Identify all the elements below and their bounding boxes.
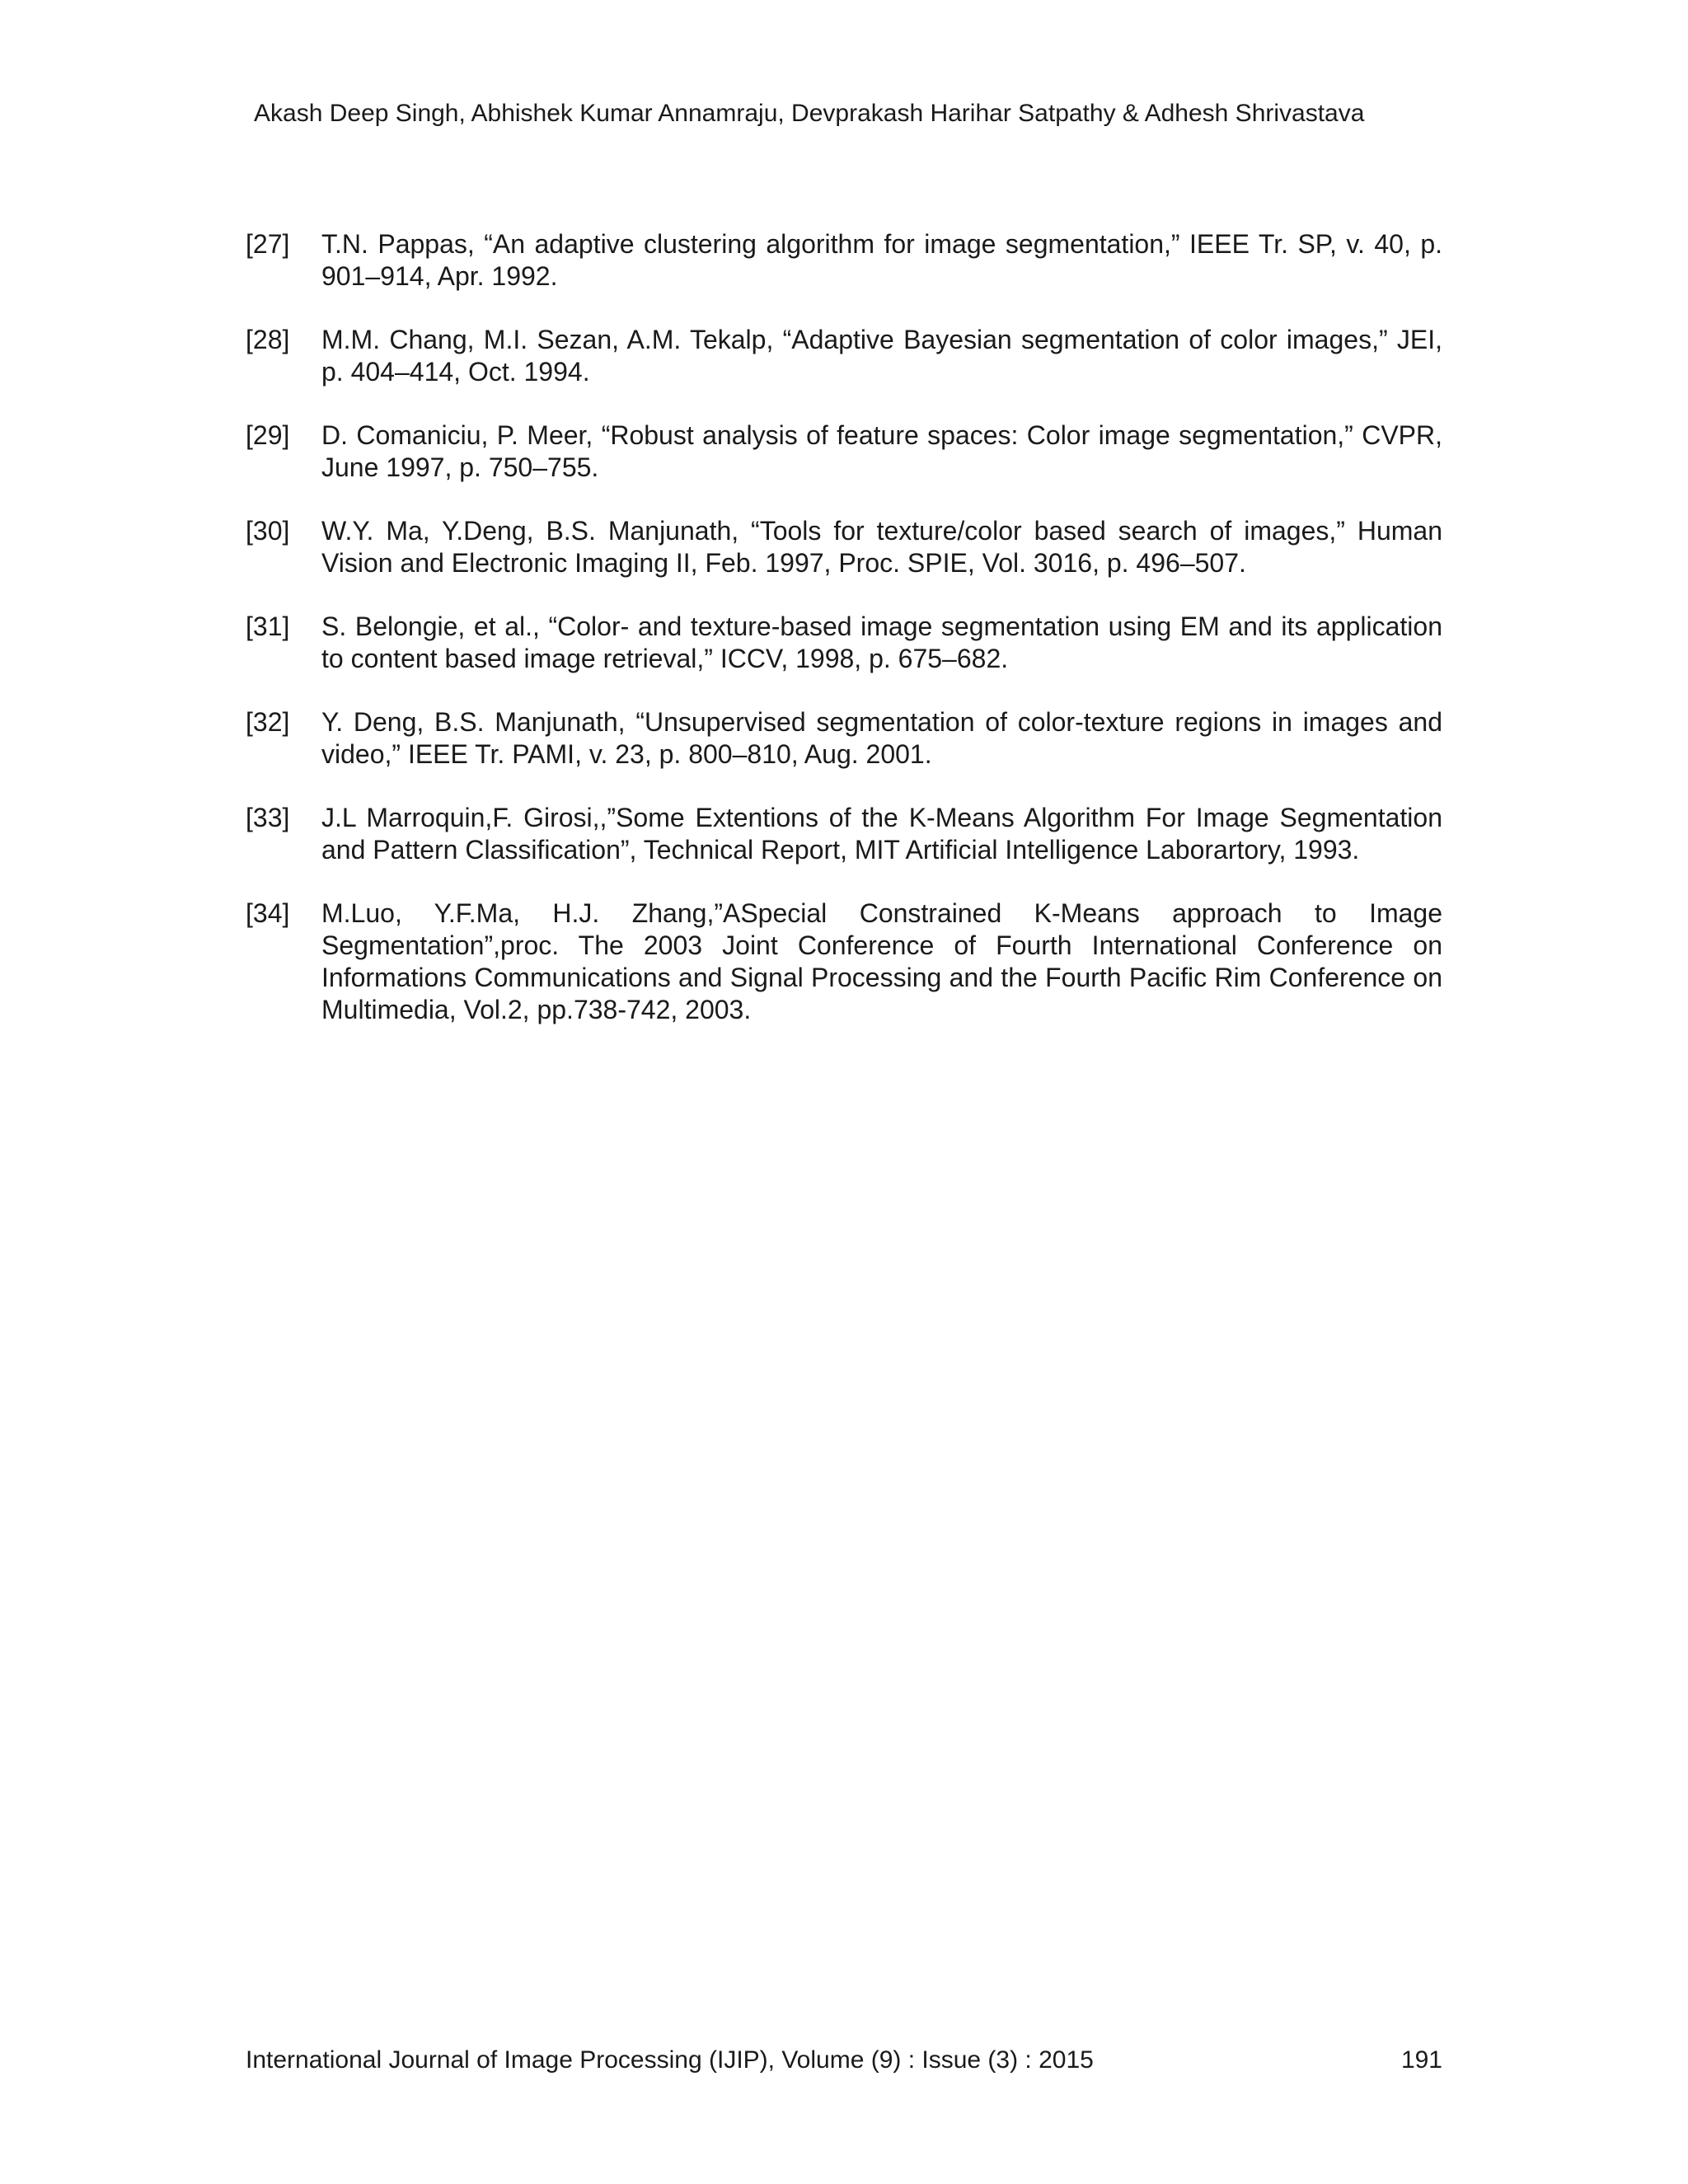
reference-list [246, 228, 1442, 1057]
reference-number: [27] [246, 229, 290, 259]
reference-text: M.M. Chang, M.I. Sezan, A.M. Tekalp, “Adaptive Bayesian segmentation of color images,” JEI, p. 404–414, Oct. 1994. [321, 325, 1442, 387]
reference-text: Y. Deng, B.S. Manjunath, “Unsupervised segmentation of color-texture regions in images and video,” IEEE Tr. PAMI, v. 23, p. 800–810, Aug. 2001. [321, 707, 1442, 769]
reference-number: [31] [246, 612, 290, 641]
reference-text: D. Comaniciu, P. Meer, “Robust analysis of feature spaces: Color image segmentation,” CVPR, June 1997, p. 750–755. [321, 420, 1442, 482]
footer-journal-info: International Journal of Image Processing (IJIP), Volume (9) : Issue (3) : 2015 [246, 2046, 1094, 2074]
reference-text: S. Belongie, et al., “Color- and texture-based image segmentation using EM and its application to content based image retrieval,” ICCV, 1998, p. 675–682. [321, 612, 1442, 673]
reference-text: W.Y. Ma, Y.Deng, B.S. Manjunath, “Tools for texture/color based search of images,” Human Vision and Electronic Imaging II, Feb. 1997, Proc. SPIE, Vol. 3016, p. 496–507. [321, 516, 1442, 578]
reference-entry [246, 515, 1442, 579]
reference-number: [34] [246, 898, 290, 928]
reference-text: M.Luo, Y.F.Ma, H.J. Zhang,”ASpecial Constrained K-Means approach to Image Segmentation”,proc. The 2003 Joint Conference of Fourth International Conference on Informations Communications and Signal Processing and the Fourth Pacific Rim Conference on Multimedia, Vol.2, pp.738-742, 2003. [321, 898, 1442, 1024]
reference-entry [246, 324, 1442, 388]
reference-text: J.L Marroquin,F. Girosi,,”Some Extentions of the K-Means Algorithm For Image Segmentation and Pattern Classification”, Technical Report, MIT Artificial Intelligence Laborartory, 1993. [321, 803, 1442, 865]
reference-number: [33] [246, 803, 290, 832]
page-number: 191 [1400, 2046, 1442, 2074]
reference-entry [246, 802, 1442, 866]
reference-text: T.N. Pappas, “An adaptive clustering algorithm for image segmentation,” IEEE Tr. SP, v. 40, p. 901–914, Apr. 1992. [321, 229, 1442, 291]
reference-entry [246, 706, 1442, 771]
running-header-authors: Akash Deep Singh, Abhishek Kumar Annamraju, Devprakash Harihar Satpathy & Adhesh Shrivastava [254, 100, 1365, 127]
reference-entry [246, 611, 1442, 675]
page-footer [246, 2044, 1442, 2077]
reference-number: [32] [246, 707, 290, 737]
reference-number: [29] [246, 420, 290, 450]
reference-entry [246, 419, 1442, 484]
reference-entry [246, 898, 1442, 1026]
reference-number: [30] [246, 516, 290, 546]
reference-entry [246, 228, 1442, 293]
reference-number: [28] [246, 325, 290, 354]
